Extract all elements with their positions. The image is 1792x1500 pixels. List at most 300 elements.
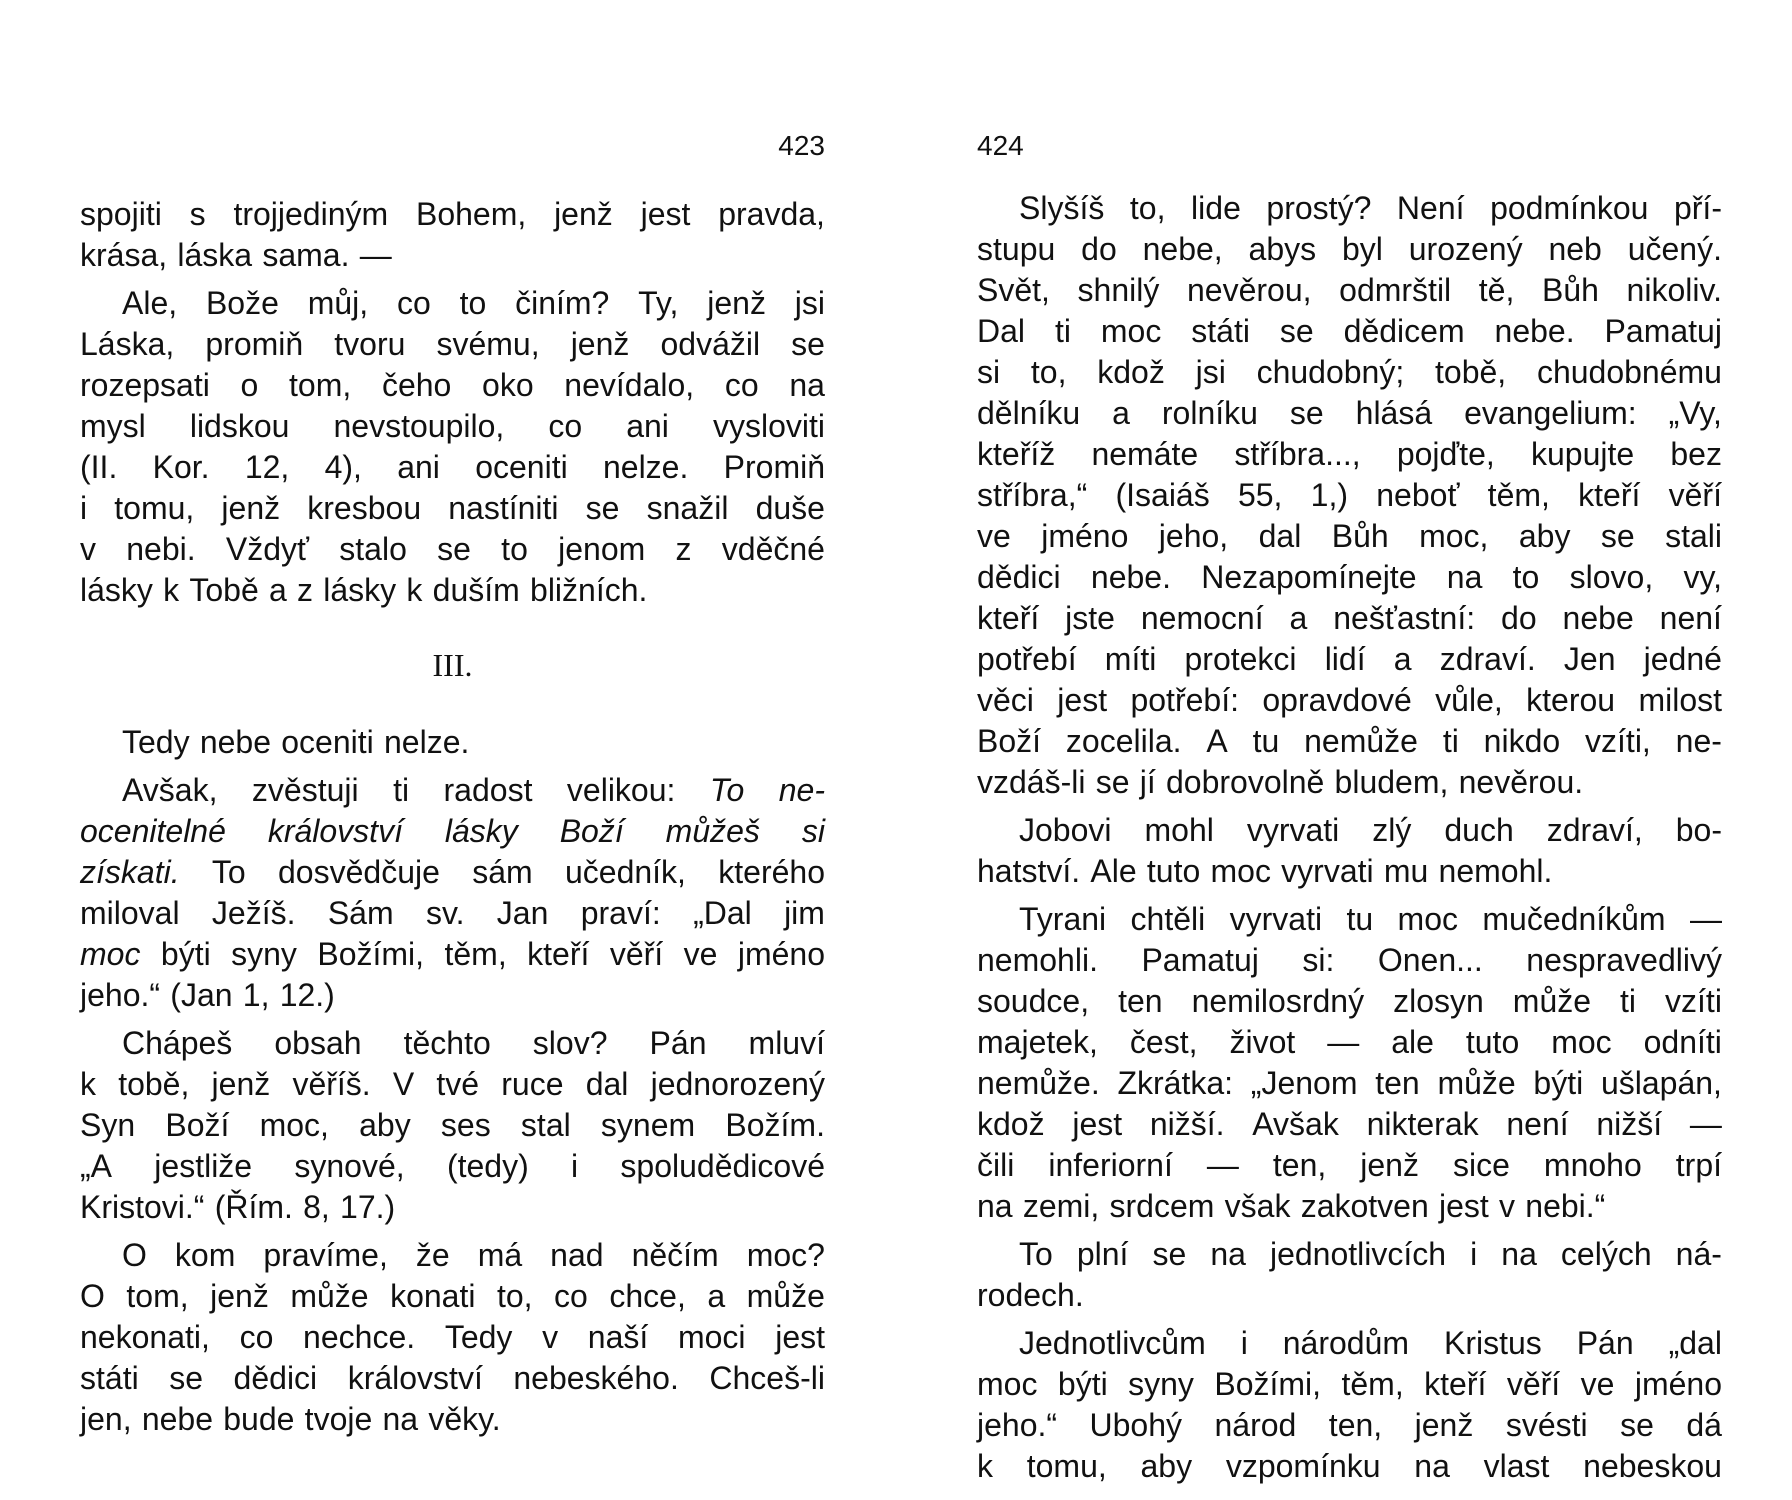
section-heading xyxy=(80,645,825,686)
word: mnoho xyxy=(1543,1147,1642,1183)
word: ti xyxy=(1442,723,1459,759)
word: 55, xyxy=(1237,477,1283,513)
word: jenž xyxy=(570,326,630,362)
word: můj, xyxy=(307,285,369,321)
word: i xyxy=(1240,1325,1248,1361)
word: k xyxy=(80,1066,96,1102)
word: obsah xyxy=(274,1025,362,1061)
word: Jen xyxy=(1563,641,1616,677)
word: shnilý xyxy=(1077,272,1160,308)
page-number: 423 xyxy=(778,130,825,161)
section-heading-text: III. xyxy=(432,647,473,683)
word: kteří xyxy=(1424,1366,1487,1402)
word: tuto xyxy=(1465,1024,1520,1060)
left-page-text xyxy=(80,194,825,1440)
word: do xyxy=(1501,600,1537,636)
word: vůle, xyxy=(1435,682,1503,718)
word: dá xyxy=(1686,1407,1722,1443)
word: konati xyxy=(390,1278,476,1314)
word: můžeš xyxy=(665,813,760,849)
word: 12.) xyxy=(279,977,335,1013)
word: lásky xyxy=(323,572,397,608)
word: kdož xyxy=(977,1106,1045,1142)
word: kteří xyxy=(1578,477,1641,513)
word: jen, xyxy=(80,1401,132,1437)
text-line xyxy=(977,516,1722,557)
word: aby xyxy=(1140,1448,1193,1484)
word: aby xyxy=(359,1107,411,1143)
word: opravdové xyxy=(1262,682,1412,718)
word: tvoru xyxy=(334,326,406,362)
word: praví: xyxy=(580,895,661,931)
word: na xyxy=(1446,559,1483,595)
word: jest xyxy=(640,196,691,232)
word: ve xyxy=(683,936,718,972)
word: nemůže xyxy=(1304,723,1418,759)
word: snažil xyxy=(646,490,729,526)
word: vzíti, xyxy=(1585,723,1651,759)
word: Ale xyxy=(1090,853,1137,889)
word: rodech. xyxy=(977,1277,1084,1313)
word: není xyxy=(1506,1106,1569,1142)
text-line xyxy=(80,1276,825,1317)
word: mohl xyxy=(1144,812,1214,848)
word: jeho.“ xyxy=(80,977,161,1013)
word: stal xyxy=(520,1107,571,1143)
word: těchto xyxy=(403,1025,491,1061)
word: se xyxy=(437,531,471,567)
word: trpí xyxy=(1675,1147,1722,1183)
word: se xyxy=(1279,313,1314,349)
word: synem xyxy=(600,1107,696,1143)
word: neboť xyxy=(1376,477,1460,513)
word: jeho.“ xyxy=(977,1407,1058,1443)
right-lines-group xyxy=(977,188,1722,1487)
text-line xyxy=(80,722,825,763)
word: moc xyxy=(1397,901,1458,937)
word: ve xyxy=(1580,1366,1615,1402)
word: mluví xyxy=(748,1025,825,1061)
word: ten, xyxy=(1272,1147,1327,1183)
word: celých xyxy=(1560,1236,1652,1272)
word: vysloviti xyxy=(712,408,825,444)
word: O xyxy=(122,1237,147,1273)
word: pří- xyxy=(1673,190,1722,226)
text-line xyxy=(80,1358,825,1399)
word: nelze. xyxy=(602,449,689,485)
word: jméno xyxy=(1041,518,1129,554)
word: na xyxy=(1414,1448,1450,1484)
word: jest xyxy=(775,1319,825,1355)
word: — xyxy=(1689,901,1722,937)
word: inferiorní xyxy=(1048,1147,1173,1183)
word: těm, xyxy=(444,936,507,972)
word: jenž xyxy=(1360,1147,1419,1183)
word: kupujte xyxy=(1530,436,1635,472)
word: moc xyxy=(1210,853,1271,889)
word: nespravedlivý xyxy=(1526,942,1722,978)
word: pojďte, xyxy=(1396,436,1495,472)
word: může xyxy=(1512,983,1592,1019)
word: Boží xyxy=(559,813,624,849)
word: 1, xyxy=(242,977,270,1013)
word: urozený xyxy=(1408,231,1523,267)
word: ocenitelné xyxy=(80,813,226,849)
text-line xyxy=(977,1234,1722,1275)
word: neb xyxy=(1548,231,1602,267)
word: moc xyxy=(1551,1024,1612,1060)
word: vděčné xyxy=(721,531,825,567)
word: promiň xyxy=(205,326,304,362)
word: mysl xyxy=(80,408,146,444)
word: Chápeš xyxy=(122,1025,233,1061)
word: 8, xyxy=(303,1189,330,1225)
word: lide xyxy=(1191,190,1241,226)
word: dobrovolně xyxy=(1165,764,1325,800)
word: evangelium: xyxy=(1464,395,1637,431)
text-line xyxy=(977,810,1722,851)
word: miloval xyxy=(80,895,180,931)
word: nebe. xyxy=(1090,559,1171,595)
word: slov? xyxy=(532,1025,608,1061)
word: odmrštil xyxy=(1339,272,1452,308)
word: — xyxy=(1206,1147,1239,1183)
word: se xyxy=(791,326,825,362)
word: To xyxy=(1019,1236,1053,1272)
word: vy, xyxy=(1683,559,1722,595)
word: nevídalo, xyxy=(564,367,695,403)
text-line xyxy=(80,1399,825,1440)
text-line xyxy=(80,1105,825,1146)
text-line xyxy=(80,529,825,570)
word: To xyxy=(709,772,745,808)
word: na xyxy=(382,1401,419,1437)
word: to, xyxy=(496,1278,533,1314)
word: odníti xyxy=(1643,1024,1722,1060)
word: slovo, xyxy=(1569,559,1654,595)
word: stříbra,“ xyxy=(977,477,1088,513)
word: Chceš-li xyxy=(709,1360,825,1396)
word: stali xyxy=(1665,518,1722,554)
word: jste xyxy=(1065,600,1115,636)
word: — xyxy=(1689,1106,1722,1142)
page-number: 424 xyxy=(977,130,1024,161)
word: Tobě xyxy=(189,572,259,608)
text-line xyxy=(977,188,1722,229)
text-line xyxy=(80,283,825,324)
word: tu xyxy=(1252,723,1280,759)
word: podmínkou xyxy=(1490,190,1649,226)
word: tom, xyxy=(289,367,352,403)
text-line xyxy=(977,434,1722,475)
word: nemocní xyxy=(1140,600,1264,636)
word: jenž xyxy=(211,1066,271,1102)
word: Tedy xyxy=(444,1319,513,1355)
text-line xyxy=(977,1323,1722,1364)
word: býti xyxy=(160,936,211,972)
word: ušlapán, xyxy=(1600,1065,1722,1101)
word: nebeského. xyxy=(513,1360,679,1396)
word: 1,) xyxy=(1310,477,1349,513)
word: moc xyxy=(1100,313,1162,349)
word: dal xyxy=(585,1066,629,1102)
word: Bože xyxy=(205,285,279,321)
word: jest xyxy=(1072,1106,1123,1142)
word: Promiň xyxy=(723,449,825,485)
word: jest xyxy=(1057,682,1108,718)
word: „dal xyxy=(1668,1325,1722,1361)
word: ale xyxy=(1391,1024,1434,1060)
word: tvé xyxy=(436,1066,480,1102)
word: tě, xyxy=(1478,272,1515,308)
word: věky. xyxy=(428,1401,501,1437)
word: z xyxy=(675,531,692,567)
word: nelze. xyxy=(383,724,470,760)
word: věci xyxy=(977,682,1034,718)
word: dal xyxy=(1258,518,1302,554)
word: pravíme, xyxy=(263,1237,388,1273)
text-line xyxy=(977,1063,1722,1104)
word: moc, xyxy=(259,1107,329,1143)
word: vlast xyxy=(1483,1448,1550,1484)
word: jenž xyxy=(707,285,766,321)
word: se xyxy=(1152,1236,1187,1272)
word: v xyxy=(1499,1188,1516,1224)
word: Pán xyxy=(1576,1325,1634,1361)
text-line xyxy=(977,940,1722,981)
word: V xyxy=(392,1066,415,1102)
word: těm, xyxy=(1341,1366,1404,1402)
text-line xyxy=(80,1317,825,1358)
word: něčím xyxy=(631,1237,719,1273)
word: chtěli xyxy=(1130,901,1206,937)
word: chudobný; xyxy=(1256,354,1405,390)
word: moc xyxy=(977,1366,1038,1402)
word: syny xyxy=(1128,1366,1194,1402)
word: hatství. xyxy=(977,853,1081,889)
left-page xyxy=(80,0,825,1500)
word: království xyxy=(347,1360,483,1396)
word: dosvědčuje xyxy=(278,854,440,890)
word: stupu xyxy=(977,231,1056,267)
word: k xyxy=(163,572,180,608)
word: ti xyxy=(393,772,410,808)
word: tuto xyxy=(1146,853,1201,889)
word: vyrvati xyxy=(1229,901,1323,937)
word: čili xyxy=(977,1147,1015,1183)
word: se xyxy=(169,1360,204,1396)
word: má xyxy=(477,1237,523,1273)
word: království xyxy=(267,813,403,849)
text-line xyxy=(80,934,825,975)
text-line xyxy=(977,1275,1722,1316)
word: Božími, xyxy=(1214,1366,1322,1402)
text-line xyxy=(977,1022,1722,1063)
word: Pamatuj xyxy=(1141,942,1259,978)
word: vzíti xyxy=(1665,983,1722,1019)
word: svésti xyxy=(1505,1407,1588,1443)
word: čeho xyxy=(381,367,452,403)
text-line xyxy=(80,1023,825,1064)
text-line xyxy=(80,975,825,1016)
word: se xyxy=(1600,518,1635,554)
word: vzpomínku xyxy=(1225,1448,1381,1484)
word: „Dal xyxy=(693,895,752,931)
word: zdraví, xyxy=(1546,812,1643,848)
word: chudobnému xyxy=(1536,354,1722,390)
word: 12, xyxy=(244,449,290,485)
word: může xyxy=(290,1278,369,1314)
word: Božím. xyxy=(725,1107,825,1143)
word: Nezapomínejte xyxy=(1201,559,1417,595)
word: nemáte xyxy=(1091,436,1199,472)
word: ten xyxy=(1375,1065,1420,1101)
word: lásky xyxy=(80,572,153,608)
word: kteří xyxy=(977,600,1040,636)
word: Dal xyxy=(977,313,1026,349)
word: co xyxy=(724,367,759,403)
word: pravda, xyxy=(718,196,825,232)
word: naší xyxy=(587,1319,649,1355)
word: chce, xyxy=(609,1278,686,1314)
word: syny xyxy=(231,936,297,972)
word: dědicem xyxy=(1343,313,1465,349)
word: moci xyxy=(677,1319,746,1355)
word: moc xyxy=(80,936,141,972)
word: radost xyxy=(443,772,533,808)
word: do xyxy=(1081,231,1117,267)
word: státi xyxy=(80,1360,139,1396)
text-line xyxy=(80,1064,825,1105)
word: i xyxy=(80,490,88,526)
word: moc, xyxy=(1419,518,1489,554)
word: duše xyxy=(755,490,825,526)
word: A xyxy=(1206,723,1228,759)
word: jestliže xyxy=(154,1148,253,1184)
text-line xyxy=(977,639,1722,680)
text-line xyxy=(977,1104,1722,1145)
word: může xyxy=(1437,1065,1516,1101)
word: Pán xyxy=(649,1025,707,1061)
text-line xyxy=(977,721,1722,762)
word: Jan xyxy=(496,895,549,931)
word: trojjediným xyxy=(233,196,389,232)
word: to xyxy=(1512,559,1540,595)
word: synové, xyxy=(294,1148,405,1184)
word: kresbou xyxy=(307,490,422,526)
word: Láska, xyxy=(80,326,175,362)
word: co xyxy=(239,1319,274,1355)
word: krása, xyxy=(80,237,168,273)
word: se xyxy=(585,490,620,526)
word: se xyxy=(1289,395,1324,431)
word: ve xyxy=(977,518,1011,554)
word: prostý? xyxy=(1266,190,1372,226)
word: co xyxy=(554,1278,588,1314)
word: dělníku xyxy=(977,395,1081,431)
text-line xyxy=(977,352,1722,393)
word: ani xyxy=(397,449,440,485)
text-line xyxy=(977,1364,1722,1405)
text-line xyxy=(80,852,825,893)
word: věříš. xyxy=(292,1066,371,1102)
word: Boží xyxy=(977,723,1042,759)
word: — xyxy=(359,237,392,273)
word: zocelila. xyxy=(1065,723,1182,759)
word: Kristus xyxy=(1443,1325,1542,1361)
word: nebeskou xyxy=(1583,1448,1722,1484)
word: — xyxy=(1327,1024,1360,1060)
word: dědici xyxy=(233,1360,318,1396)
word: nevěrou. xyxy=(1458,764,1584,800)
word: na xyxy=(1501,1236,1537,1272)
word: jeho, xyxy=(1158,518,1229,554)
word: lásky xyxy=(444,813,518,849)
text-line xyxy=(977,899,1722,940)
word: ti xyxy=(1620,983,1637,1019)
word: zlý xyxy=(1372,812,1412,848)
word: vyrvati xyxy=(1281,853,1374,889)
word: Není xyxy=(1396,190,1465,226)
word: majetek, xyxy=(977,1024,1098,1060)
word: mučedníkům xyxy=(1482,901,1666,937)
word: si xyxy=(801,813,825,849)
word: mu xyxy=(1383,853,1429,889)
word: kom xyxy=(174,1237,236,1273)
word: nikoliv. xyxy=(1626,272,1722,308)
text-line xyxy=(80,194,825,235)
word: národ xyxy=(1214,1407,1297,1443)
left-lines-group-2 xyxy=(80,722,825,1440)
word: činím? xyxy=(515,285,610,321)
word: jí xyxy=(1139,764,1156,800)
word: svému, xyxy=(436,326,540,362)
word: Onen... xyxy=(1377,942,1483,978)
word: Slyšíš xyxy=(1019,190,1105,226)
word: v xyxy=(542,1319,559,1355)
word: soudce, xyxy=(977,983,1090,1019)
word: nemohli. xyxy=(977,942,1098,978)
word: zakotven xyxy=(1300,1188,1429,1224)
word: jenž xyxy=(554,196,613,232)
word: jenž xyxy=(221,490,281,526)
word: na xyxy=(1210,1236,1246,1272)
word: státi xyxy=(1191,313,1250,349)
word: Zkrátka: xyxy=(1117,1065,1234,1101)
text-line xyxy=(977,1186,1722,1227)
word: milost xyxy=(1638,682,1722,718)
word: stalo xyxy=(339,531,407,567)
word: tobě, xyxy=(118,1066,190,1102)
word: nevstoupilo, xyxy=(333,408,505,444)
word: tobě, xyxy=(1435,354,1507,390)
word: těm, xyxy=(1487,477,1550,513)
text-line xyxy=(977,1405,1722,1446)
word: nastíniti xyxy=(448,490,559,526)
word: Ubohý xyxy=(1089,1407,1183,1443)
text-line xyxy=(977,851,1722,892)
word: zvěstuji xyxy=(251,772,359,808)
word: že xyxy=(415,1237,450,1273)
word: nebe. xyxy=(1494,313,1575,349)
text-line xyxy=(80,811,825,852)
text-line xyxy=(80,1235,825,1276)
word: může xyxy=(746,1278,825,1314)
text-line xyxy=(977,229,1722,270)
word: Tedy xyxy=(122,724,190,760)
word: kterého xyxy=(718,854,825,890)
word: byl xyxy=(1341,231,1383,267)
